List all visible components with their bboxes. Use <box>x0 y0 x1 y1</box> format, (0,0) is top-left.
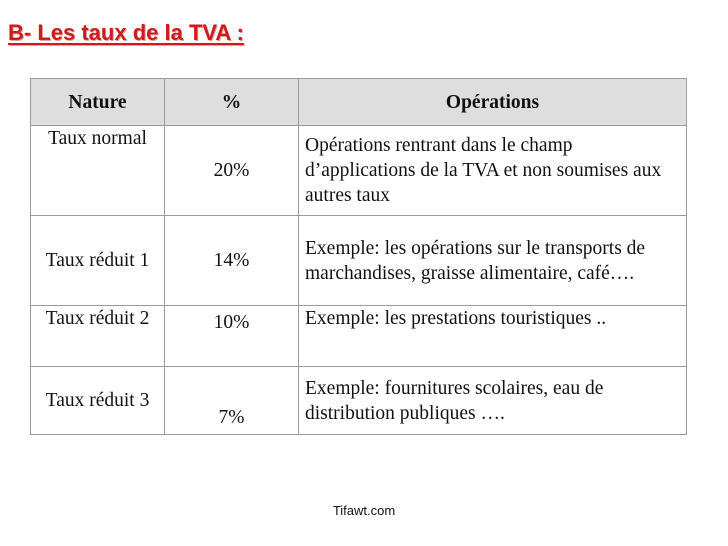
table-row <box>31 306 687 367</box>
rate-cell: 7% <box>165 367 299 435</box>
rate-cell: 10% <box>165 306 299 367</box>
operations-cell: Exemple: les opérations sur le transports de marchandises, graisse alimentaire, café…. <box>299 216 687 306</box>
header-nature: Nature <box>31 79 165 126</box>
table-row <box>31 367 687 435</box>
slide-title: B- Les taux de la TVA : <box>8 20 244 45</box>
operations-cell: Exemple: les prestations touristiques .. <box>299 306 687 367</box>
nature-cell: Taux réduit 2 <box>31 306 165 367</box>
nature-cell: Taux réduit 3 <box>31 367 165 435</box>
operations-cell: Opérations rentrant dans le champ d’applications de la TVA et non soumises aux autres taux <box>299 126 687 216</box>
header-percent: % <box>165 79 299 126</box>
header-operations: Opérations <box>299 79 687 126</box>
footer-source: Tifawt.com <box>332 503 396 518</box>
table-header-row <box>31 79 687 126</box>
vat-rates-table <box>30 78 687 435</box>
table-row <box>31 216 687 306</box>
nature-cell: Taux normal <box>31 126 165 216</box>
nature-cell: Taux réduit 1 <box>31 216 165 306</box>
rate-cell: 14% <box>165 216 299 306</box>
operations-cell: Exemple: fournitures scolaires, eau de distribution publiques …. <box>299 367 687 435</box>
table-row <box>31 126 687 216</box>
rate-cell: 20% <box>165 126 299 216</box>
